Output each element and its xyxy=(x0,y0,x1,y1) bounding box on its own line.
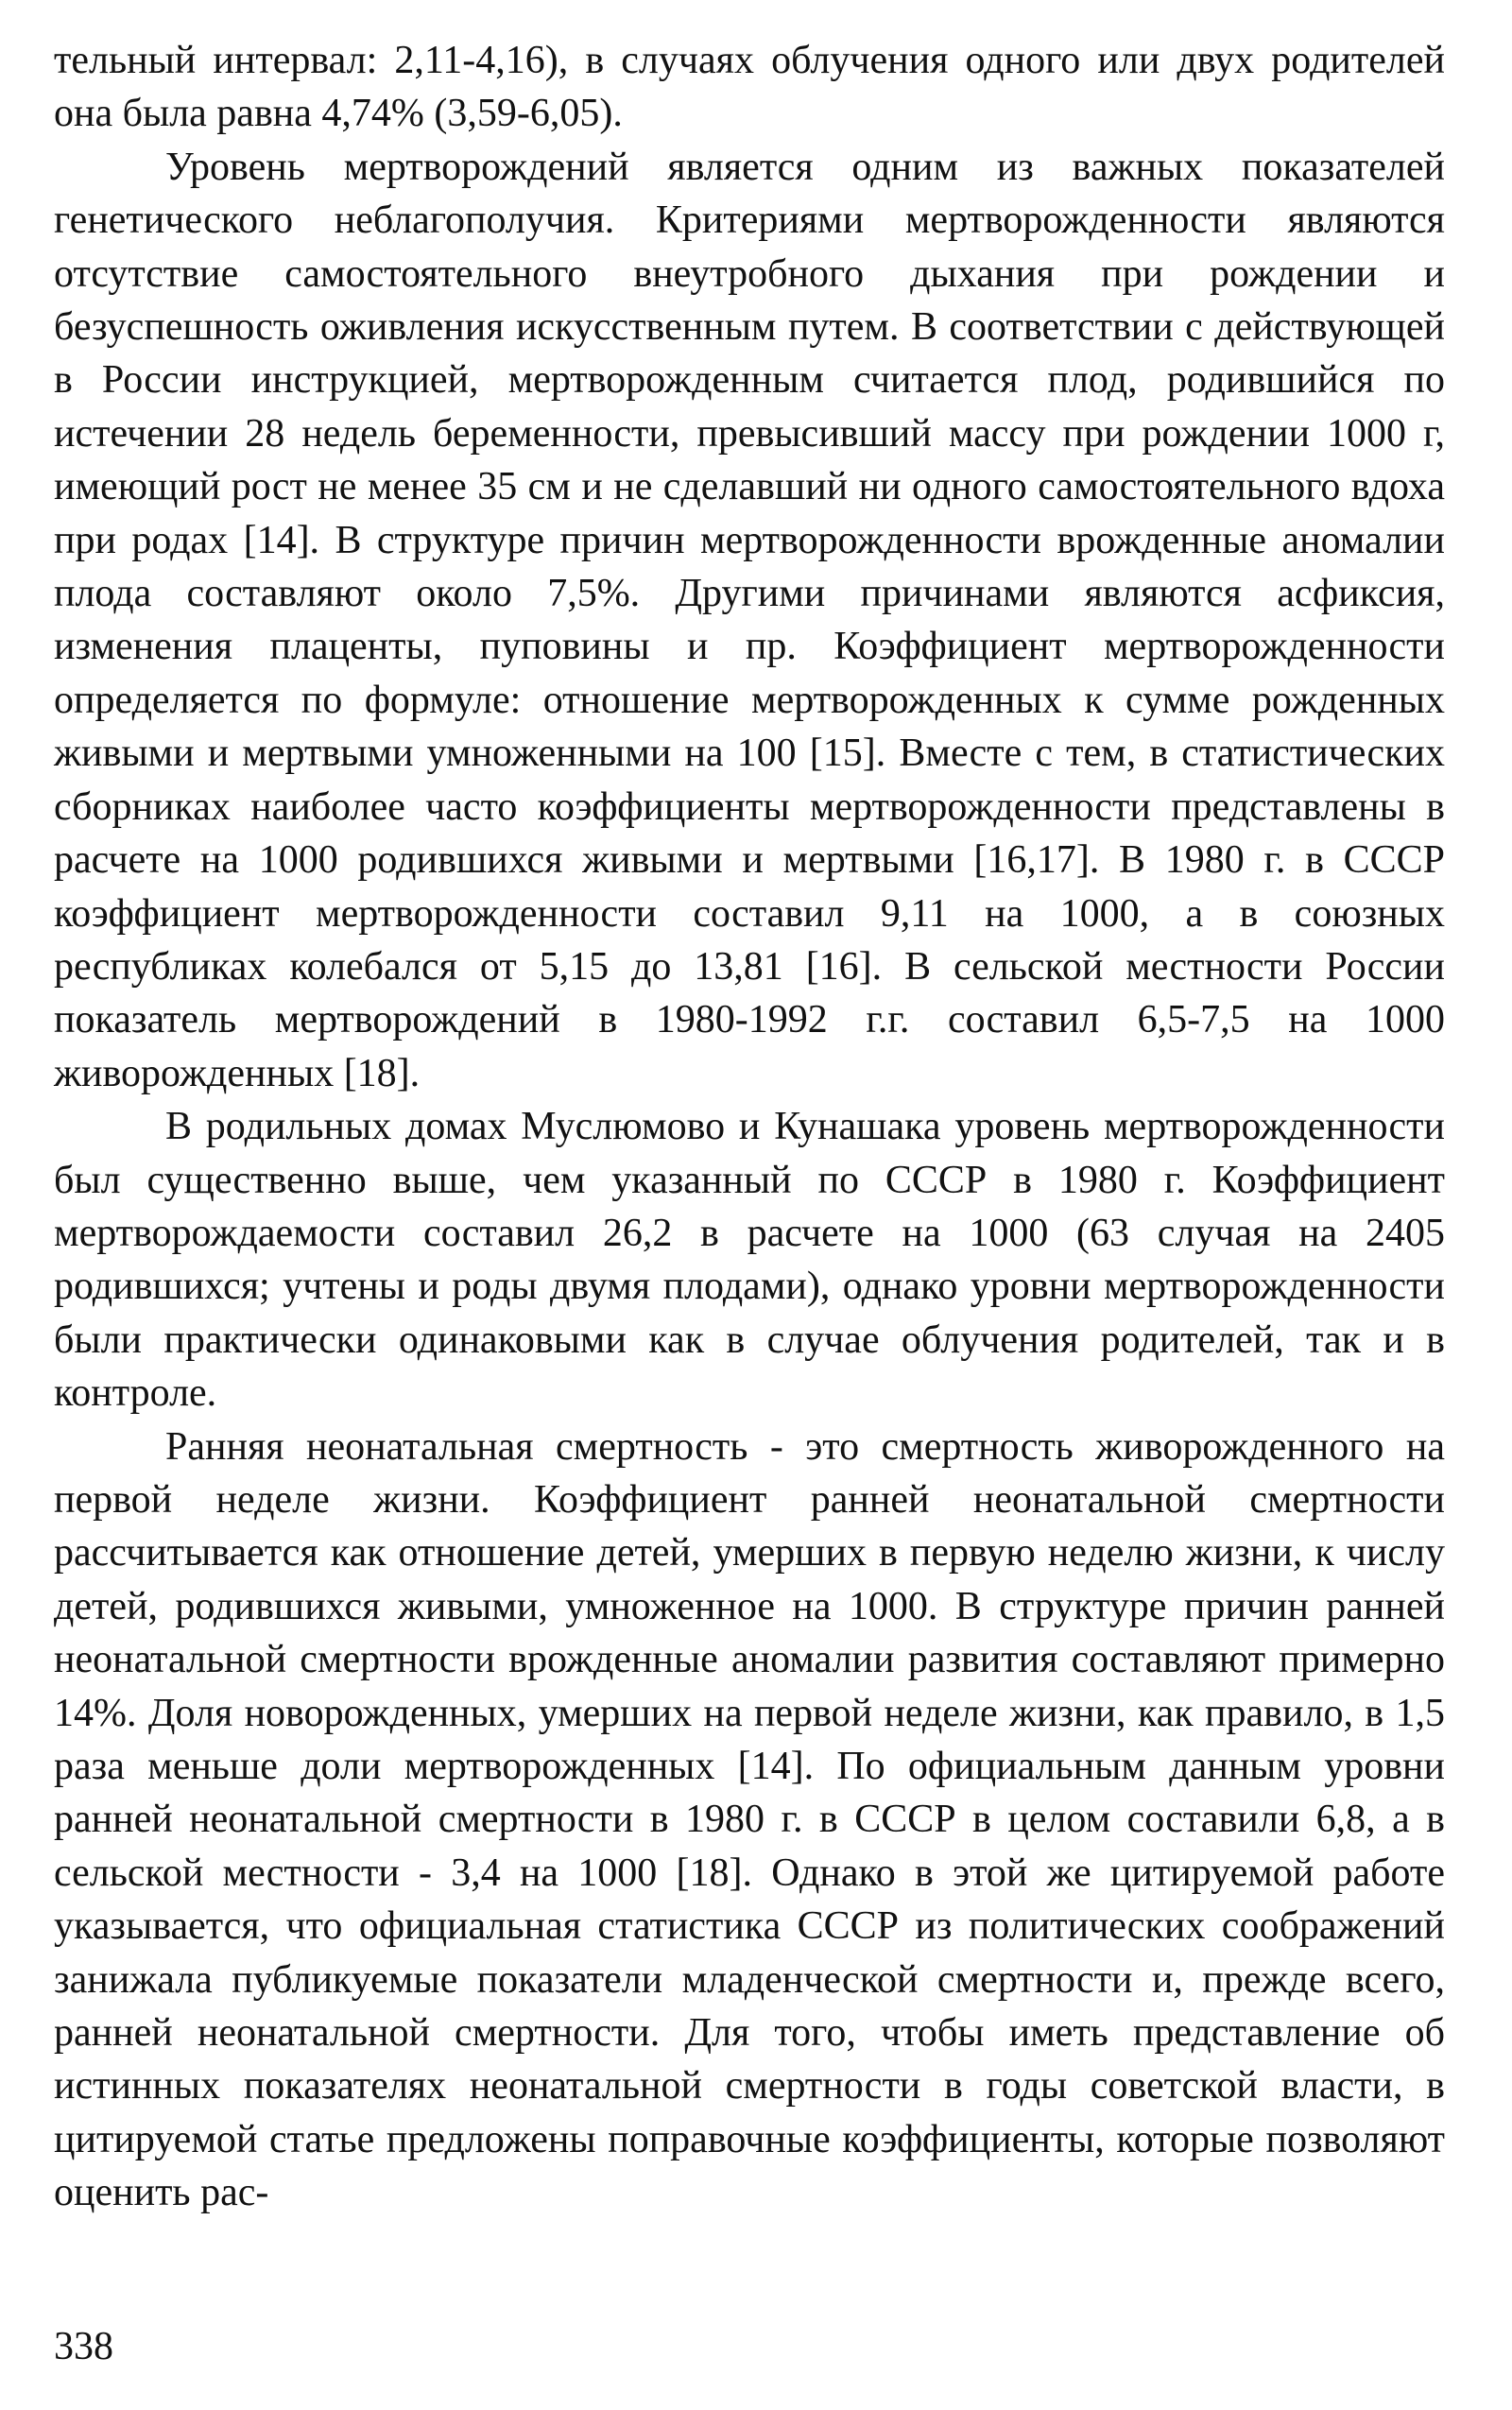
page-number: 338 xyxy=(54,2325,113,2368)
paragraph-stillbirth-definition: Уровень мертворождений является одним из важных показателей генетического неблагополучия. Критериями мертворожденности являются отсутствие самостоятельного внеутробного дыхания при рождении и безуспешность оживления искусственным путем. В соответствии с действующей в России инструкцией, мертворожденным считается плод, родившийся по истечении 28 недель беременности, превысивший массу при рождении 1000 г, имеющий рост не менее 35 см и не сделавший ни одного самостоятельного вдоха при родах [14]. В структуре причин мертворожденности врожденные аномалии плода составляют около 7,5%. Другими причинами являются асфиксия, изменения плаценты, пуповины и пр. Коэффициент мертворожденности определяется по формуле: отношение мертворожденных к сумме рожденных живыми и мертвыми умноженными на 100 [15]. Вместе с тем, в статистических сборниках наиболее часто коэффициенты мертворожденности представлены в расчете на 1000 родившихся живыми и мертвыми [16,17]. В 1980 г. в СССР коэффициент мертворожденности составил 9,11 на 1000, а в союзных республиках колебался от 5,15 до 13,81 [16]. В сельской местности России показатель мертворождений в 1980-1992 г.г. составил 6,5-7,5 на 1000 живорожденных [18]. xyxy=(54,145,1445,1095)
page-body xyxy=(54,34,1445,2220)
paragraph-continuation: тельный интервал: 2,11-4,16), в случаях облучения одного или двух родителей она была равна 4,74% (3,59-6,05). xyxy=(54,39,1445,136)
paragraph-muslyumovo-kunashak: В родильных домах Муслюмово и Кунашака уровень мертворожденности был существенно выше, чем указанный по СССР в 1980 г. Коэффициент мертворождаемости составил 26,2 в расчете на 1000 (63 случая на 2405 родившихся; учтены и роды двумя плодами), однако уровни мертворожденности были практически одинаковыми как в случае облучения родителей, так и в контроле. xyxy=(54,1105,1445,1416)
paragraph-early-neonatal-mortality: Ранняя неонатальная смертность - это смертность живорожденного на первой неделе жизни. Коэффициент ранней неонатальной смертности рассчитывается как отношение детей, умерших в первую неделю жизни, к числу детей, родившихся живыми, умноженное на 1000. В структуре причин ранней неонатальной смертности врожденные аномалии развития составляют примерно 14%. Доля новорожденных, умерших на первой неделе жизни, как правило, в 1,5 раза меньше доли мертворожденных [14]. По официальным данным уровни ранней неонатальной смертности в 1980 г. в СССР в целом составили 6,8, а в сельской местности - 3,4 на 1000 [18]. Однако в этой же цитируемой работе указывается, что официальная статистика СССР из политических соображений занижала публикуемые показатели младенческой смертности и, прежде всего, ранней неонатальной смертности. Для того, чтобы иметь представление об истинных показателях неонатальной смертности в годы советской власти, в цитируемой статье предложены поправочные коэффициенты, которые позволяют оценить рас- xyxy=(54,1424,1445,2215)
